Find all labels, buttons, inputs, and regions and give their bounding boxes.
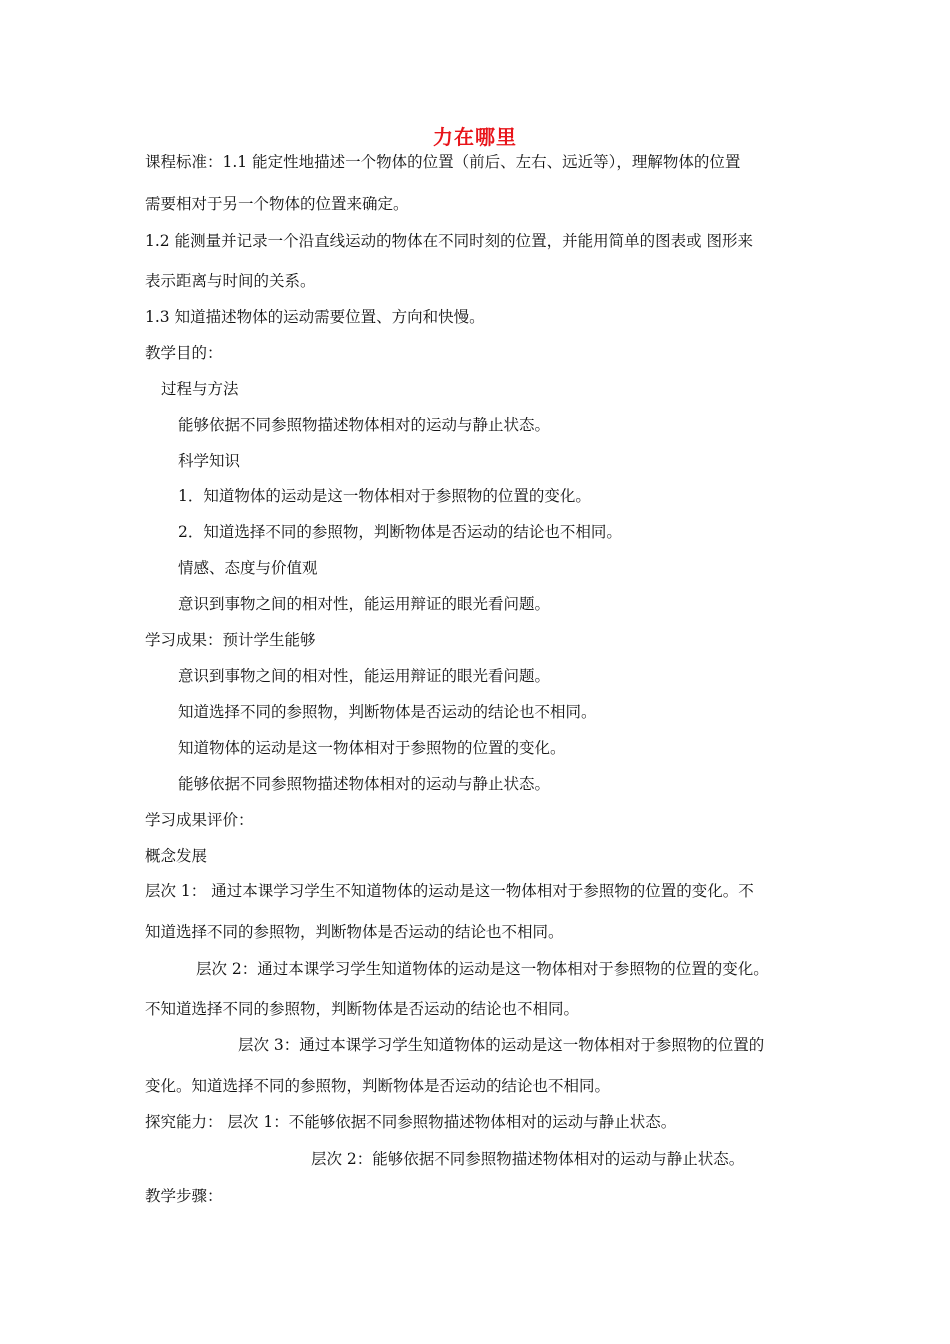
- text-line: 表示距离与时间的关系。: [145, 272, 316, 290]
- text-line: 知道选择不同的参照物，判断物体是否运动的结论也不相同。: [145, 923, 564, 941]
- list-item: 1．知道物体的运动是这一物体相对于参照物的位置的变化。: [178, 487, 591, 505]
- text-line: 变化。知道选择不同的参照物，判断物体是否运动的结论也不相同。: [145, 1077, 611, 1095]
- section-heading: 教学步骤：: [145, 1187, 223, 1205]
- list-item: 意识到事物之间的相对性，能运用辩证的眼光看问题。: [178, 667, 551, 685]
- text-line: 课程标准：1.1 能定性地描述一个物体的位置（前后、左右、远近等），理解物体的位置: [145, 153, 741, 171]
- subsection-heading: 概念发展: [145, 847, 208, 865]
- list-item: 知道选择不同的参照物，判断物体是否运动的结论也不相同。: [178, 703, 597, 721]
- text-line: 层次 2：通过本课学习学生知道物体的运动是这一物体相对于参照物的位置的变化。: [196, 960, 769, 978]
- subsection-heading: 情感、态度与价值观: [178, 559, 318, 577]
- page-title: 力在哪里: [433, 125, 517, 149]
- text-line: 能够依据不同参照物描述物体相对的运动与静止状态。: [178, 416, 551, 434]
- list-item: 能够依据不同参照物描述物体相对的运动与静止状态。: [178, 775, 551, 793]
- section-heading: 学习成果评价：: [145, 811, 254, 829]
- section-heading: 教学目的：: [145, 344, 223, 362]
- list-item: 2．知道选择不同的参照物，判断物体是否运动的结论也不相同。: [178, 523, 622, 541]
- text-line: 意识到事物之间的相对性，能运用辩证的眼光看问题。: [178, 595, 551, 613]
- text-line: 层次 2：能够依据不同参照物描述物体相对的运动与静止状态。: [311, 1150, 745, 1168]
- subsection-heading: 科学知识: [178, 452, 241, 470]
- text-line: 1.3 知道描述物体的运动需要位置、方向和快慢。: [145, 308, 485, 326]
- text-line: 需要相对于另一个物体的位置来确定。: [145, 195, 409, 213]
- subsection-heading: 过程与方法: [161, 380, 239, 398]
- text-line: 1.2 能测量并记录一个沿直线运动的物体在不同时刻的位置，并能用简单的图表或 图形来: [145, 232, 754, 250]
- text-line: 探究能力： 层次 1：不能够依据不同参照物描述物体相对的运动与静止状态。: [145, 1113, 677, 1131]
- section-heading: 学习成果：预计学生能够: [145, 631, 316, 649]
- text-line: 层次 3：通过本课学习学生知道物体的运动是这一物体相对于参照物的位置的: [238, 1036, 765, 1054]
- text-line: 层次 1： 通过本课学习学生不知道物体的运动是这一物体相对于参照物的位置的变化。不: [145, 882, 754, 900]
- text-line: 不知道选择不同的参照物，判断物体是否运动的结论也不相同。: [145, 1000, 580, 1018]
- list-item: 知道物体的运动是这一物体相对于参照物的位置的变化。: [178, 739, 566, 757]
